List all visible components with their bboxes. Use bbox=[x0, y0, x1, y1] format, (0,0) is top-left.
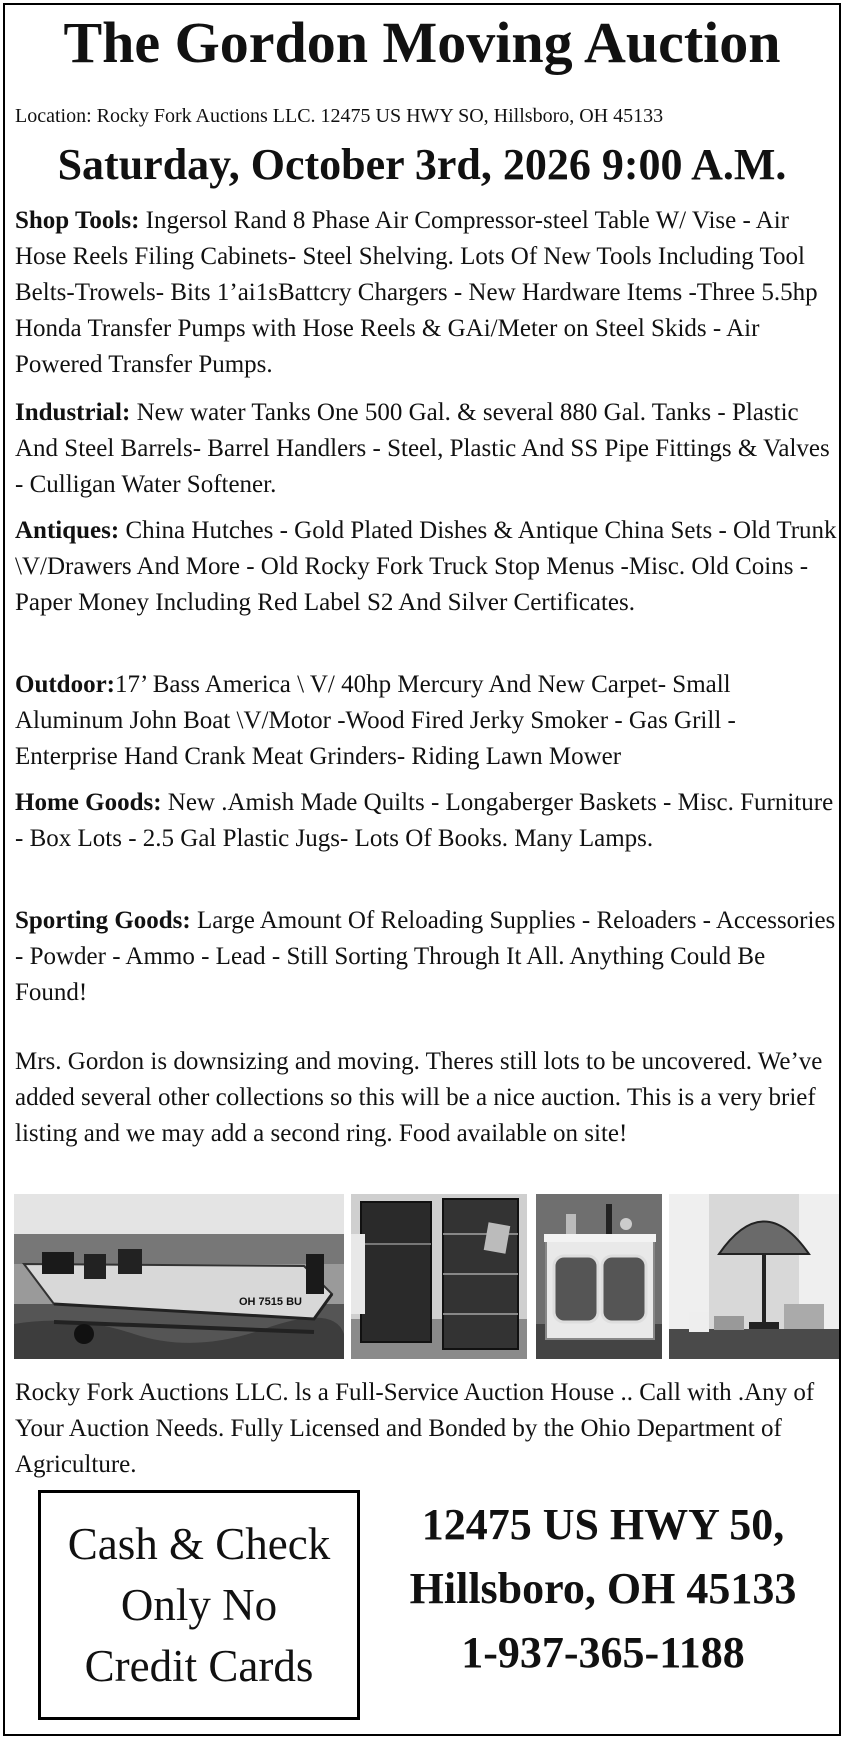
payment-line: Only No bbox=[120, 1579, 278, 1630]
section-sporting-goods bbox=[15, 903, 839, 1011]
section-outdoor bbox=[15, 667, 839, 775]
section-heading: Antiques: bbox=[15, 517, 120, 544]
section-heading: Industrial: bbox=[15, 399, 131, 426]
lamp-photo bbox=[669, 1194, 839, 1359]
section-text: Ingersol Rand 8 Phase Air Compressor-steel Table W/ Vise - Air Hose Reels Filing Cabinets- Steel Shelving. Lots Of New Tools Including Tool Belts-Trowels- Bits 1’ai1sBattcry Chargers - New Hardware Items -Three 5.5hp Honda Transfer Pumps with Hose Reels & GAi/Meter on Steel Skids - Air Powered Transfer Pumps. bbox=[15, 207, 818, 378]
section-text: China Hutches - Gold Plated Dishes & Antique China Sets - Old Trunk \V/Drawers And More - Old Rocky Fork Truck Stop Menus -Misc. Old Coins - Paper Money Including Red Label S2 And Silver Certificates. bbox=[15, 517, 837, 616]
section-heading: Home Goods: bbox=[15, 789, 162, 816]
auction-ad bbox=[3, 3, 841, 1736]
section-text: Large Amount Of Reloading Supplies - Reloaders - Accessories - Powder - Ammo - Lead - Still Sorting Through It All. Anything Could Be Found! bbox=[15, 907, 836, 1006]
auction-date: Saturday, October 3rd, 2026 9:00 A.M. bbox=[57, 140, 787, 189]
auction-note: Mrs. Gordon is downsizing and moving. Theres still lots to be uncovered. We’ve added several other collections so this will be a nice auction. This is a very brief listing and we may add a second ring. Food available on site! bbox=[15, 1048, 823, 1147]
payment-line: Cash & Check bbox=[67, 1518, 331, 1569]
boat-photo bbox=[14, 1194, 344, 1359]
section-text: New .Amish Made Quilts - Longaberger Baskets - Misc. Furniture - Box Lots - 2.5 Gal Plastic Jugs- Lots Of Books. Many Lamps. bbox=[15, 789, 834, 852]
section-heading: Outdoor: bbox=[15, 671, 115, 698]
address-street: 12475 US HWY 50, bbox=[421, 1500, 785, 1549]
section-heading: Sporting Goods: bbox=[15, 907, 191, 934]
phone-number: 1-937-365-1188 bbox=[461, 1628, 745, 1677]
section-industrial bbox=[15, 395, 839, 503]
payment-line: Credit Cards bbox=[84, 1640, 314, 1691]
section-antiques bbox=[15, 513, 839, 621]
address-city: Hillsboro, OH 45133 bbox=[409, 1564, 797, 1613]
boat-registration: OH 7515 BU bbox=[239, 1296, 302, 1308]
section-home-goods bbox=[15, 785, 839, 857]
trunk-photo bbox=[351, 1194, 527, 1359]
payment-box bbox=[38, 1490, 360, 1720]
section-shop-tools bbox=[15, 203, 839, 383]
auction-location: Location: Rocky Fork Auctions LLC. 12475 US HWY SO, Hillsboro, OH 45133 bbox=[15, 105, 664, 127]
section-heading: Shop Tools: bbox=[15, 207, 140, 234]
section-text: 17’ Bass America \ V/ 40hp Mercury And New Carpet- Small Aluminum John Boat \V/Motor -Wood Fired Jerky Smoker - Gas Grill - Enterprise Hand Crank Meat Grinders- Riding Lawn Mower bbox=[15, 671, 736, 770]
section-text: New water Tanks One 500 Gal. & several 880 Gal. Tanks - Plastic And Steel Barrels- Barrel Handlers - Steel, Plastic And SS Pipe Fittings & Valves - Culligan Water Softener. bbox=[15, 399, 830, 498]
contact-address bbox=[373, 1493, 833, 1685]
hutch-photo bbox=[536, 1194, 662, 1359]
footer-text: Rocky Fork Auctions LLC. ls a Full-Service Auction House .. Call with .Any of Your Auction Needs. Fully Licensed and Bonded by the Ohio Department of Agriculture. bbox=[15, 1379, 815, 1478]
auction-title: The Gordon Moving Auction bbox=[63, 10, 781, 75]
